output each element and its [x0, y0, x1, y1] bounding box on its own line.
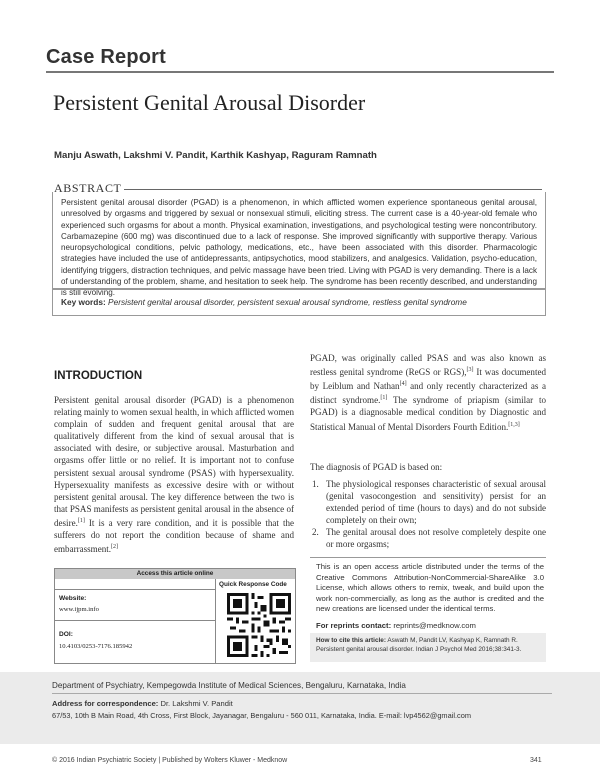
- access-divider: [215, 579, 216, 663]
- ref-1[interactable]: [1]: [77, 517, 85, 524]
- list-number: 2.: [312, 527, 319, 538]
- list-item: [310, 478, 546, 526]
- intro-right-text-d: The syndrome of priapism (similar to PGAD) is a diagnosable medical condition by Diagnostic and Statistical Manual of Mental Disorders Fourth Edition.: [310, 395, 546, 432]
- reprints-line: [316, 621, 476, 630]
- list-item: [310, 526, 546, 550]
- header-rule: [46, 71, 554, 73]
- keywords-label: Key words:: [61, 297, 106, 307]
- ref-1-3[interactable]: [1,3]: [508, 421, 520, 428]
- diagnosis-lead: The diagnosis of PGAD is based on:: [310, 462, 443, 472]
- correspondence-name: Dr. Lakshmi V. Pandit: [158, 699, 233, 708]
- footer-rule: [52, 693, 552, 694]
- intro-right-text-b: It was documented by Leiblum and Nathan: [310, 367, 546, 392]
- abstract-heading: ABSTRACT: [54, 181, 122, 195]
- intro-right-text-a: PGAD, was originally called PSAS and was also known as restless genital syndrome (ReGS or RGS),: [310, 353, 546, 378]
- article-title: Persistent Genital Arousal Disorder: [53, 90, 366, 115]
- diagnosis-list: [310, 478, 546, 551]
- intro-right-text-c: and only recently characterized as a distinct syndrome.: [310, 381, 546, 406]
- intro-left-paragraph: [54, 394, 294, 555]
- copyright-line: © 2016 Indian Psychiatric Society | Published by Wolters Kluwer - Medknow: [52, 757, 288, 764]
- doi-label: DOI:: [59, 631, 73, 638]
- access-box: [54, 568, 296, 664]
- qr-label: Quick Response Code: [219, 581, 287, 588]
- author-list: Manju Aswath, Lakshmi V. Pandit, Karthik Kashyap, Raguram Ramnath: [54, 150, 377, 161]
- website-label: Website:: [59, 595, 87, 602]
- list-text: The genital arousal does not resolve completely despite one or more orgasms;: [326, 527, 546, 550]
- citation-label: How to cite this article:: [316, 637, 386, 644]
- correspondence-label: Address for correspondence:: [52, 699, 159, 708]
- qr-code-icon[interactable]: [227, 593, 291, 657]
- intro-right-paragraph: [310, 352, 546, 433]
- license-separator: [310, 557, 546, 558]
- access-row-line: [55, 589, 215, 590]
- department-line: Department of Psychiatry, Kempegowda Institute of Medical Sciences, Bengaluru, Karnataka, India: [52, 681, 406, 690]
- introduction-heading: INTRODUCTION: [54, 370, 143, 382]
- keywords-text: Persistent genital arousal disorder, persistent sexual arousal syndrome, restless genital syndrome: [108, 297, 467, 307]
- ref-1b[interactable]: [1]: [380, 395, 388, 402]
- ref-3[interactable]: [3]: [466, 367, 474, 374]
- ref-2[interactable]: [2]: [111, 544, 119, 551]
- abstract-body: Persistent genital arousal disorder (PGAD) is a phenomenon, in which afflicted women experience spontaneous genital arousal, unresolved by orgasms and triggered by sexual or nonsexual stimuli, eliciting stress. The current case is a 40-year-old female who experienced such orgasms for about a month. Physical examination, investigations, and psychological testing were noncontributory. Carbamazepine (600 mg) was discontinued due to a lack of response. She improved significantly with supportive therapy. Various neuropsychological conditions, pelvic pathology, medications, etc., have been associated with this disorder. Pharmacologic strategies have included the use of antidepressants, antipsychotics, mood stabilizers, and analgesics. Validation, psycho-education, identifying triggers, distraction techniques, and pelvic massage have been tried. Living with PGAD is very demanding. There is a lack of understanding of the problem, shame, and hesitation to seek help. The syndrome has been recently described, and understanding is still evolving.: [52, 192, 546, 289]
- intro-text-2: It is a very rare condition, and it is possible that the sufferers do not report the condition because of shame and embarrassment.: [54, 517, 294, 555]
- list-text: The physiological responses characteristic of sexual arousal (genital vasocongestion and sensitivity) persist for an extended period of time (hours to days) and do not subside completely on their own;: [326, 479, 546, 526]
- access-row-line-2: [55, 620, 215, 621]
- page-number: 341: [530, 757, 542, 764]
- ref-4[interactable]: [4]: [399, 381, 407, 388]
- list-number: 1.: [312, 479, 319, 489]
- reprints-label: For reprints contact:: [316, 621, 392, 630]
- section-label: Case Report: [46, 46, 167, 68]
- citation-text: Aswath M, Pandit LV, Kashyap K, Ramnath R. Persistent genital arousal disorder. Indian J Psychol Med 2016;38:341-3.: [316, 637, 522, 653]
- correspondence-address: 67/53, 10th B Main Road, 4th Cross, First Block, Jayanagar, Bengaluru - 560 011, Karnataka, India. E-mail: lvp4562@gmail.com: [52, 711, 471, 720]
- citation-box: [310, 633, 546, 662]
- website-link[interactable]: www.ijpm.info: [59, 606, 99, 613]
- intro-text-1: Persistent genital arousal disorder (PGAD) is a phenomenon relating mainly to women sexual health, in which afflicted women complain of sudden and frequent genital arousal that are qualitatively different from the kind of sexual arousal that is associated with desire, or subjective arousal. Masturbation and orgasms offer little or no relief. It is important not to confuse persistent sexual arousal syndrome (PSAS) with hypersexuality. Hypersexuality manifests as excessive desire with or without persistent genital arousal. The key difference between the two is that PSAS manifests as persistent genital arousal in the absence of desire.: [54, 395, 295, 528]
- access-heading: Access this article online: [55, 569, 295, 579]
- correspondence-line: [52, 699, 233, 708]
- doi-value[interactable]: 10.4103/0253-7176.185942: [59, 643, 133, 650]
- reprints-email[interactable]: reprints@medknow.com: [391, 621, 476, 630]
- abstract-rule: [124, 189, 542, 190]
- license-text: This is an open access article distributed under the terms of the Creative Commons Attribution-NonCommercial-ShareAlike 3.0 License, which allows others to remix, tweak, and build upon the work non-commercially, as long as the author is credited and the new creations are licensed under the identical terms.: [316, 562, 544, 613]
- keywords-box: [52, 289, 546, 316]
